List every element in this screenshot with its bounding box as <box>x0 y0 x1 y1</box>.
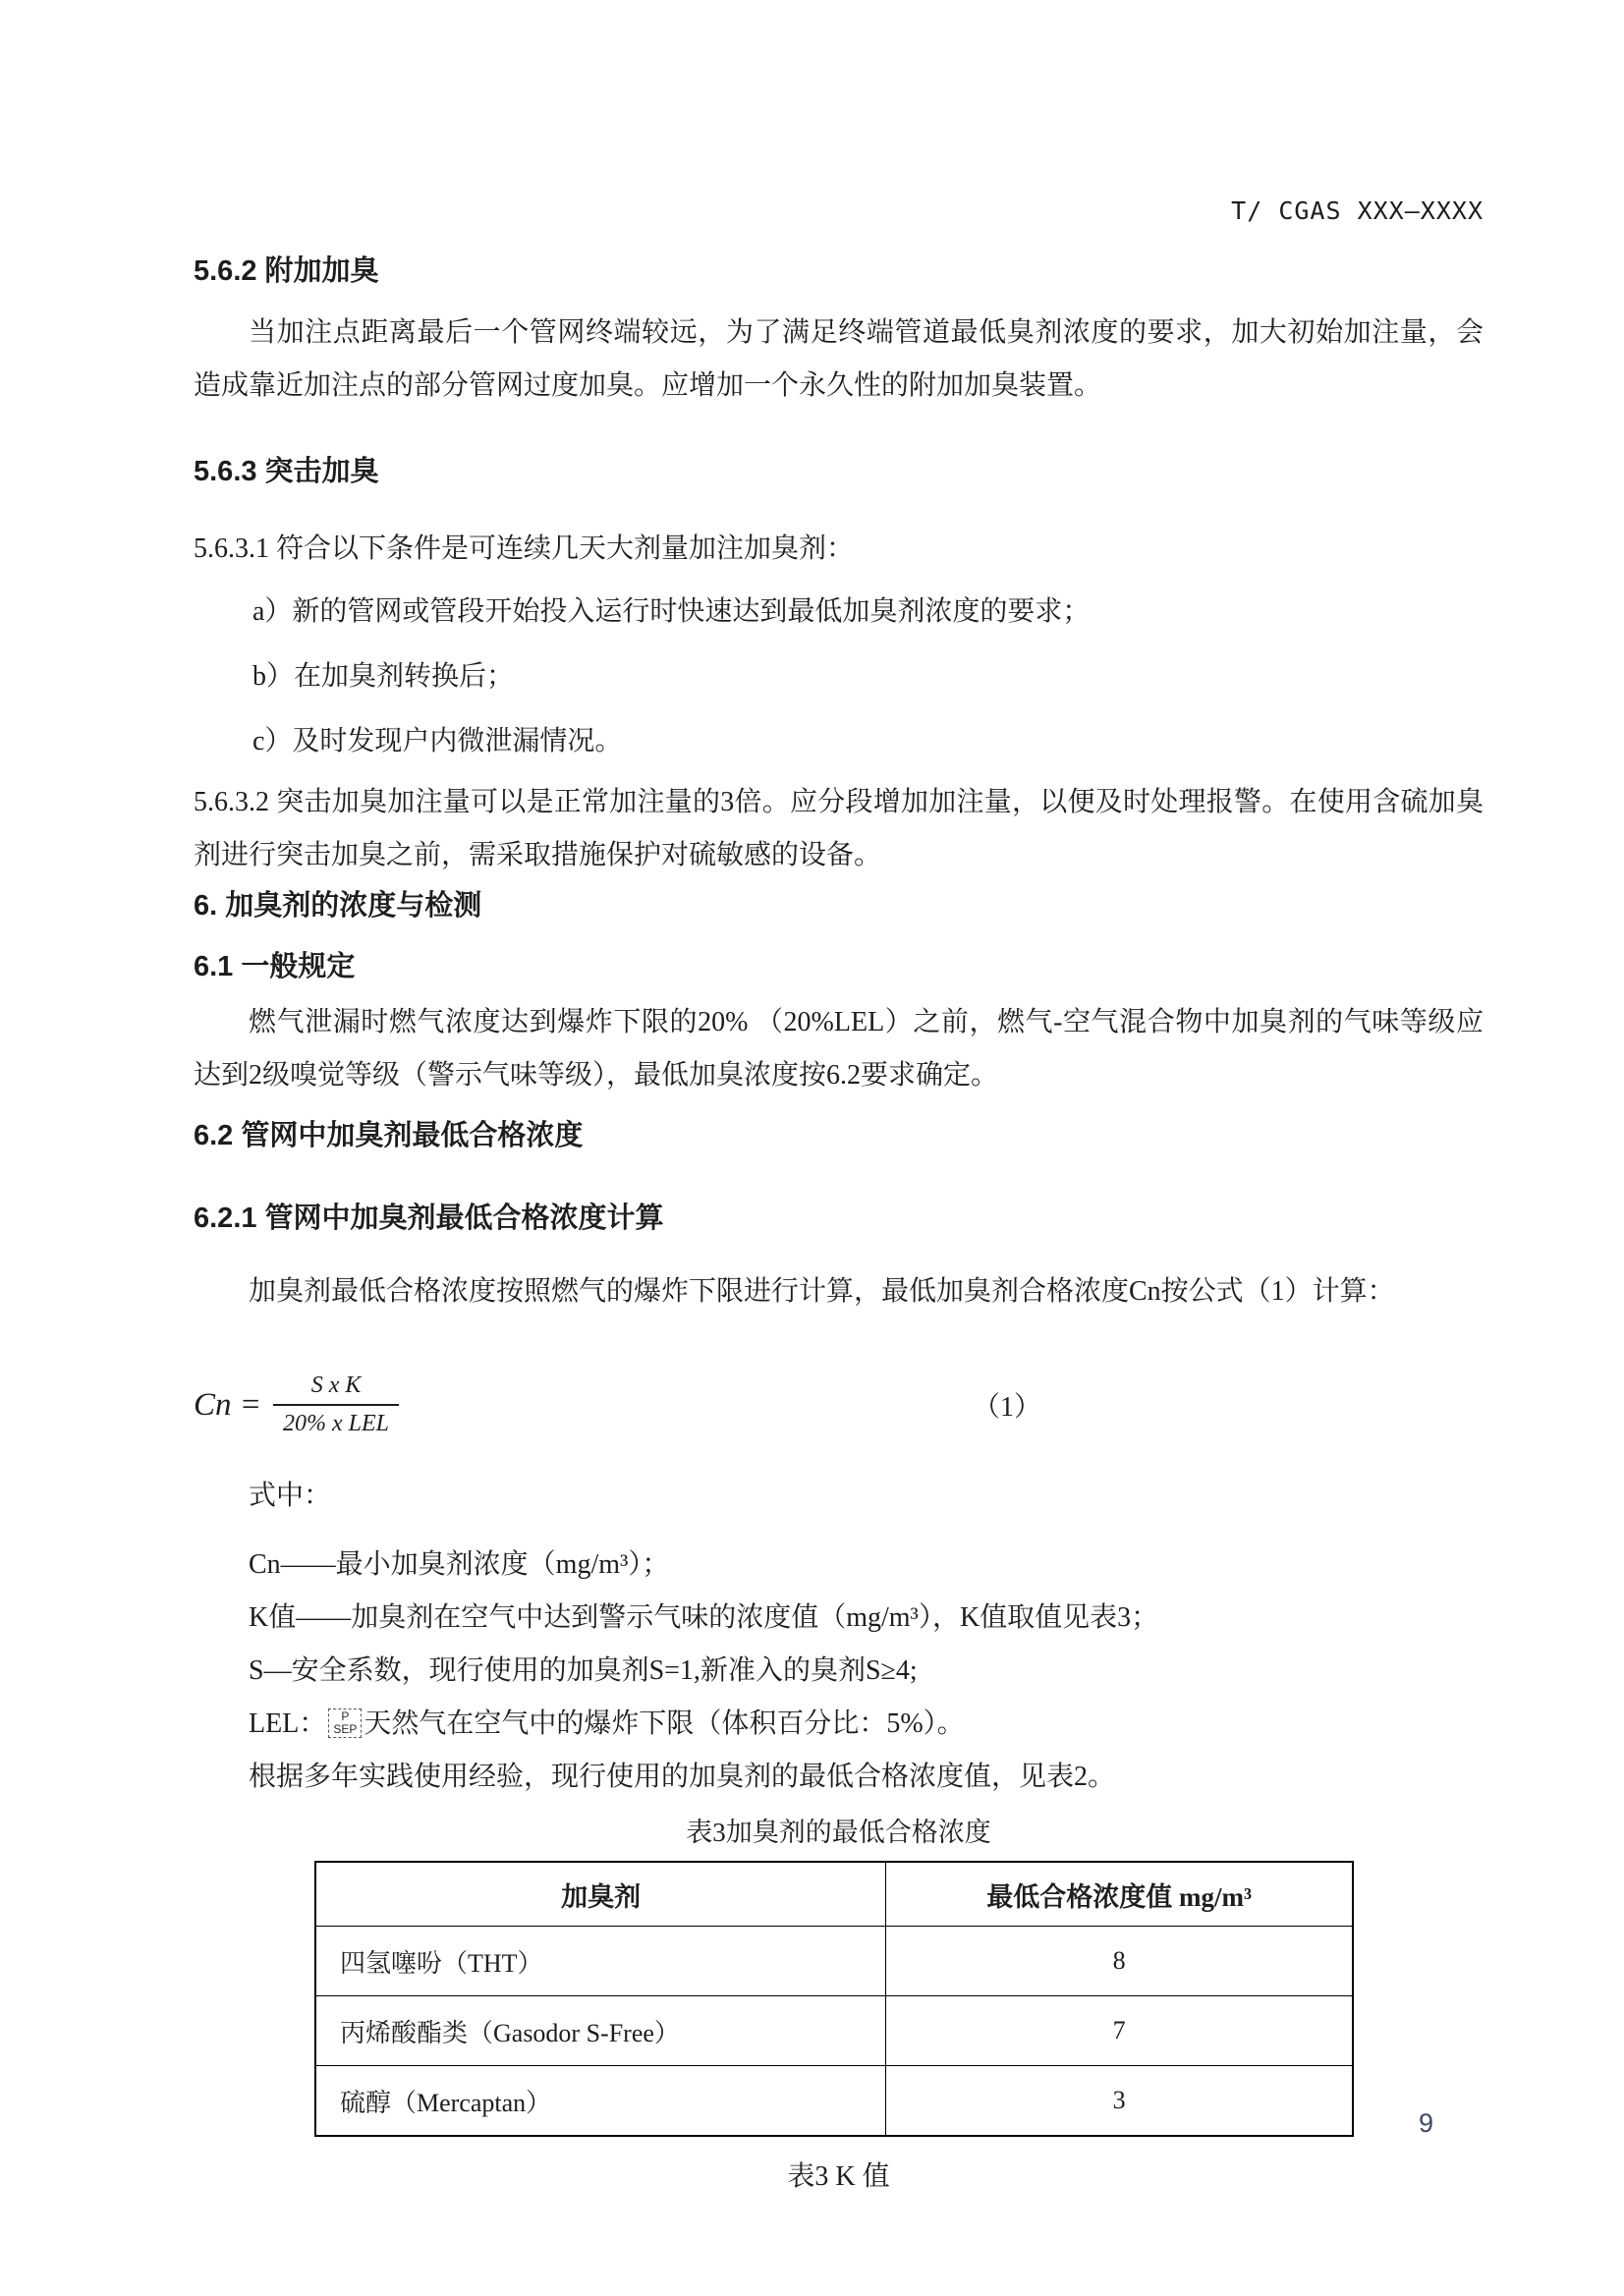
sep-marker-top: P <box>341 1708 350 1723</box>
formula-1 <box>194 1352 1484 1458</box>
paragraph-experience: 根据多年实践使用经验，现行使用的加臭剂的最低合格浓度值，见表2。 <box>249 1762 1116 1792</box>
formula-lhs: Cn = <box>194 1386 262 1423</box>
lel-suffix: 天然气在空气中的爆炸下限（体积百分比：5%）。 <box>364 1708 965 1739</box>
odorant-value: 3 <box>886 2066 1353 2137</box>
definition-cn: Cn——最小加臭剂浓度（mg/m³）； <box>249 1549 670 1580</box>
page-separator-marker-icon <box>328 1708 362 1738</box>
list-item-a: a）新的管网或管段开始投入运行时快速达到最低加臭剂浓度的要求； <box>252 596 1091 627</box>
paragraph-5-6-2: 当加注点距离最后一个管网终端较远，为了满足终端管道最低臭剂浓度的要求，加大初始加注量，会造成靠近加注点的部分管网过度加臭。应增加一个永久性的附加加臭装置。 <box>194 317 1484 401</box>
definition-k: K值——加臭剂在空气中达到警示气味的浓度值（mg/m³），K值取值见表3； <box>249 1602 1159 1633</box>
list-item-b: b）在加臭剂转换后； <box>252 661 515 692</box>
paragraph-6-1: 燃气泄漏时燃气浓度达到爆炸下限的20% （20%LEL）之前，燃气-空气混合物中加臭剂的气味等级应达到2级嗅觉等级（警示气味等级），最低加臭浓度按6.2要求确定。 <box>194 1007 1484 1091</box>
paragraph-5-6-3-2: 5.6.3.2 突击加臭加注量可以是正常加注量的3倍。应分段增加加注量，以便及时处理报警。在使用含硫加臭剂进行突击加臭之前，需采取措施保护对硫敏感的设备。 <box>194 787 1484 870</box>
page-content <box>0 196 1624 2194</box>
paragraph-5-6-3-1: 5.6.3.1 符合以下条件是可连续几天大剂量加注加臭剂： <box>194 533 855 564</box>
table3-caption-below: 表3 K 值 <box>787 2161 890 2192</box>
heading-6-2: 6.2 管网中加臭剂最低合格浓度 <box>194 1120 584 1151</box>
odorant-value: 7 <box>886 1996 1353 2066</box>
table-header-row <box>315 1862 1353 1927</box>
heading-6: 6. 加臭剂的浓度与检测 <box>194 890 482 922</box>
definition-s: S—安全系数，现行使用的加臭剂S=1,新准入的臭剂S≥4; <box>249 1655 918 1686</box>
doc-code-header: T/ CGAS XXX—XXXX <box>1231 196 1484 225</box>
formula-denominator: 20% x LEL <box>273 1404 399 1437</box>
table-header-value: 最低合格浓度值 mg/m³ <box>886 1862 1353 1927</box>
odorant-value: 8 <box>886 1927 1353 1996</box>
heading-6-2-1: 6.2.1 管网中加臭剂最低合格浓度计算 <box>194 1203 664 1234</box>
heading-5-6-3: 5.6.3 突击加臭 <box>194 456 379 487</box>
odorant-name: 硫醇（Mercaptan） <box>315 2066 886 2137</box>
odorant-name: 丙烯酸酯类（Gasodor S-Free） <box>315 1996 886 2066</box>
definition-lel <box>194 1698 1484 1751</box>
lel-prefix: LEL： <box>249 1708 327 1739</box>
paragraph-6-2-1: 加臭剂最低合格浓度按照燃气的爆炸下限进行计算，最低加臭剂合格浓度Cn按公式（1）计算： <box>249 1276 1395 1307</box>
heading-6-1: 6.1 一般规定 <box>194 951 356 982</box>
table-header-odorant: 加臭剂 <box>315 1862 886 1927</box>
table3-caption-above: 表3加臭剂的最低合格浓度 <box>686 1818 991 1847</box>
formula-fraction <box>273 1372 399 1437</box>
equation-number: （1） <box>973 1392 1042 1423</box>
sep-marker-bottom: SEP <box>333 1721 358 1736</box>
page-number: 9 <box>1419 2108 1434 2138</box>
heading-5-6-2: 5.6.2 附加加臭 <box>194 255 379 287</box>
table-row <box>315 1996 1353 2066</box>
list-item-c: c）及时发现户内微泄漏情况。 <box>252 726 623 756</box>
odorant-name: 四氢噻吩（THT） <box>315 1927 886 1996</box>
table-row <box>315 1927 1353 1996</box>
table-row <box>315 2066 1353 2137</box>
table-min-concentration <box>314 1861 1354 2137</box>
formula-numerator: S x K <box>310 1372 362 1398</box>
where-label: 式中： <box>249 1481 332 1511</box>
